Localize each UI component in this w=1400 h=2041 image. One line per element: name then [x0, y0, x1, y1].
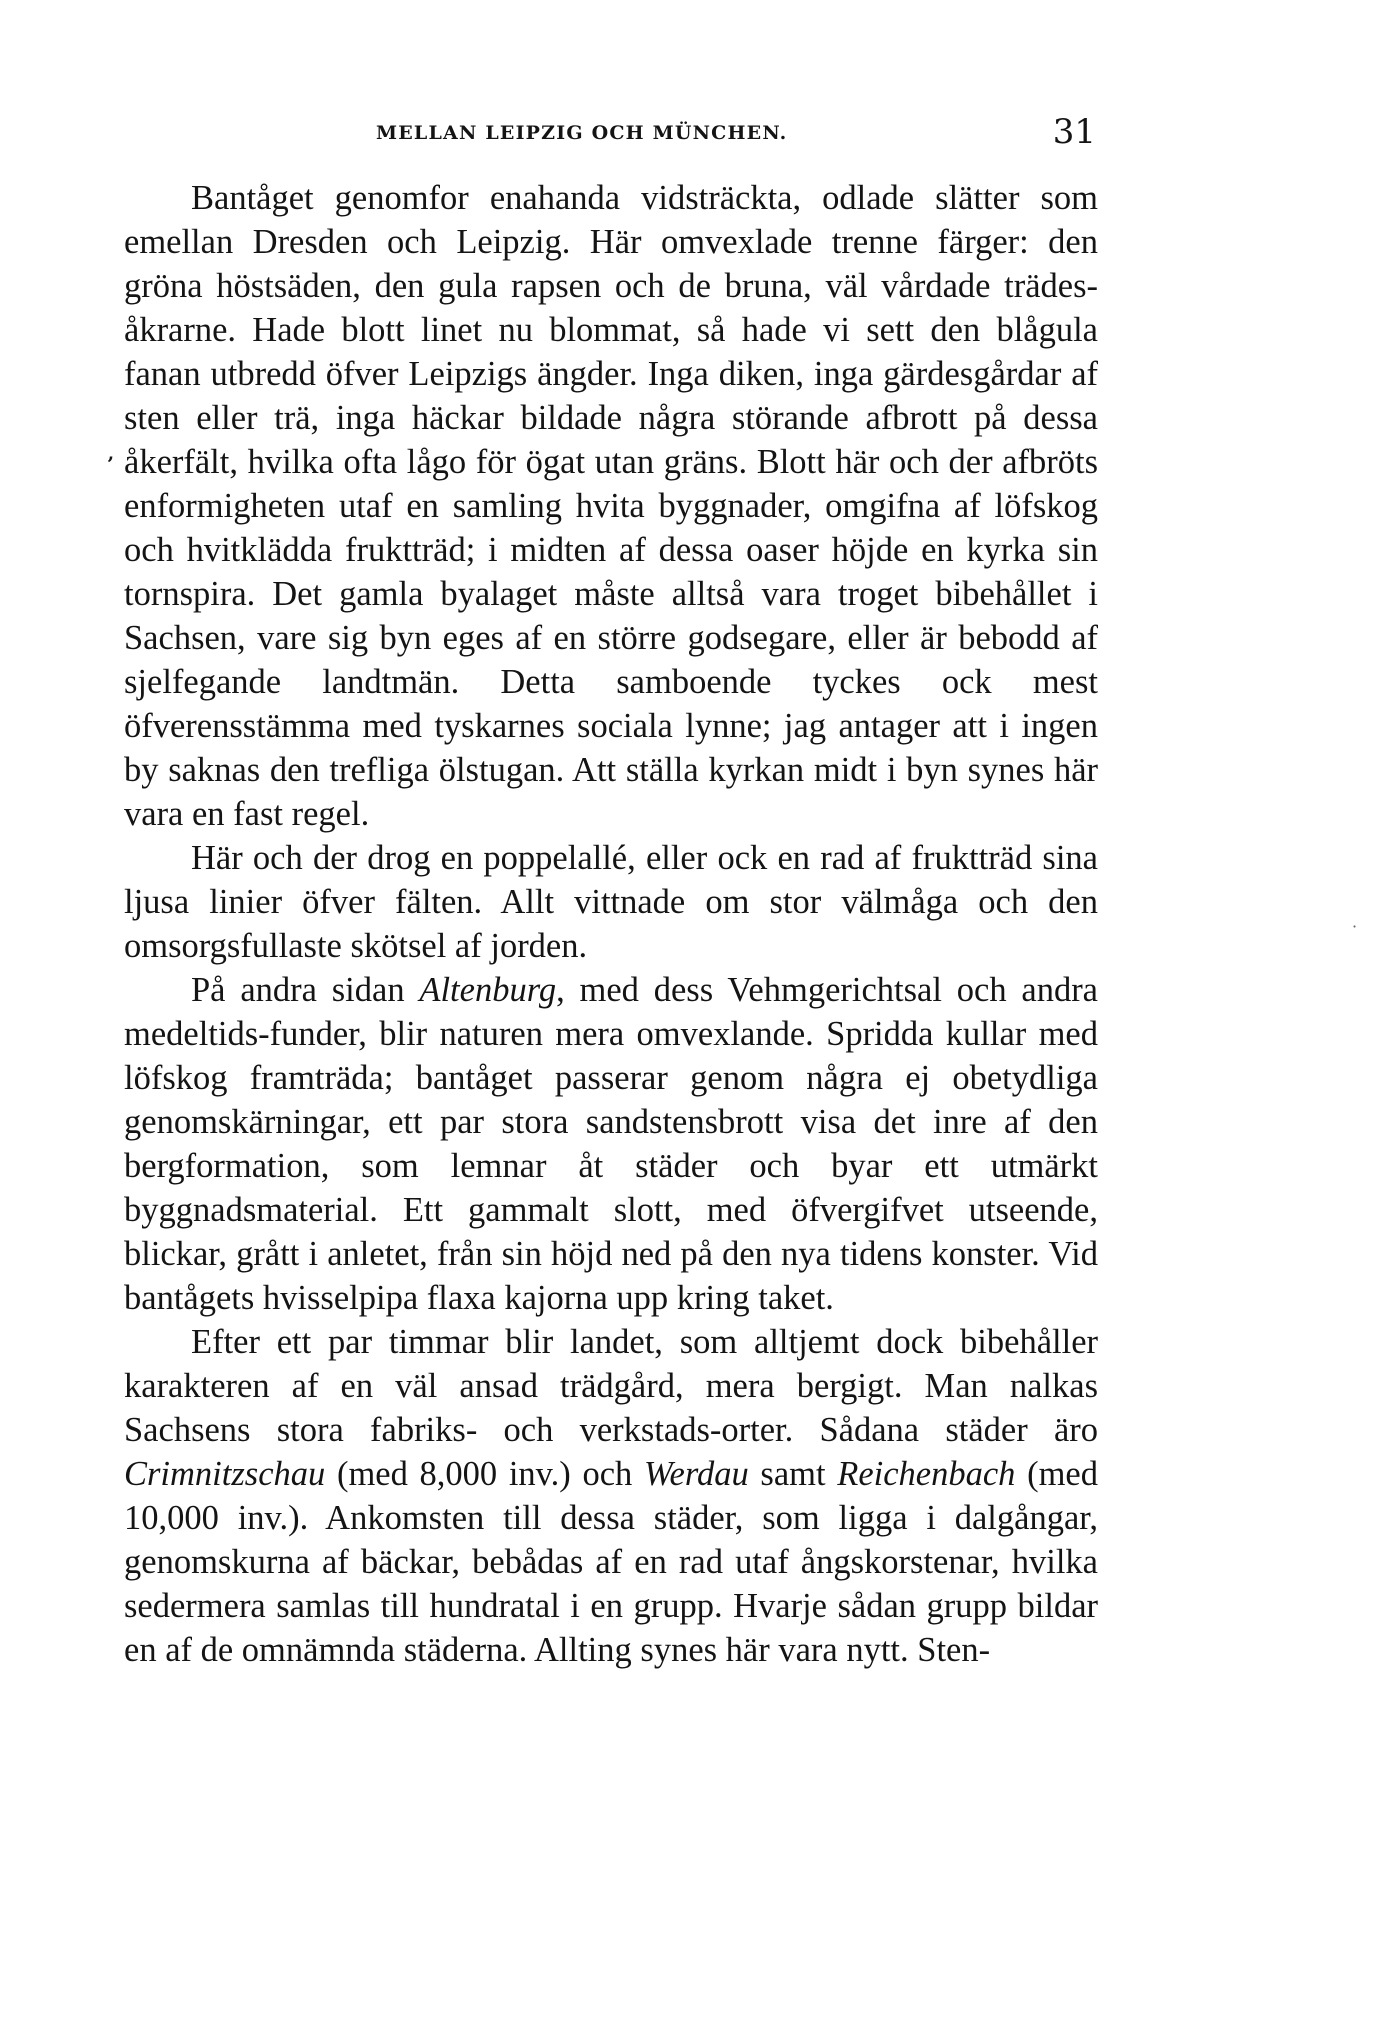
paragraph-2 — [124, 836, 1098, 968]
page-number: 31 — [1052, 112, 1096, 152]
running-head — [126, 112, 1096, 156]
italic-segment: Altenburg — [419, 971, 557, 1009]
paragraph-1 — [124, 176, 1098, 836]
italic-segment: Werdau — [643, 1455, 749, 1493]
text-segment: Efter ett par timmar blir landet, som alltjemt dock bibehåller karakteren af en väl ansad trädgård, mera bergigt. Man nalkas Sachsens stora fabriks- och verkstads-orter. Sådana städer äro — [124, 1323, 1098, 1449]
margin-dot: · — [1352, 917, 1358, 936]
text-segment: Bantåget genomfor enahanda vidsträckta, odlade slätter som emellan Dresden och Leipzig. Här omvexlade trenne färger: den gröna höstsäden, den gula rapsen och de bruna, väl vårdade trädes-åkrarne. Hade blott linet nu blommat, så hade vi sett den blågula fanan utbredd öfver Leipzigs ängder. Inga diken, inga gärdesgårdar af sten eller trä, inga häckar bildade några störande afbrott på dessa åkerfält, hvilka ofta lågo för ögat utan gräns. Blott här och der afbröts enformigheten utaf en samling hvita byggnader, omgifna af löfskog och hvitklädda fruktträd; i midten af dessa oaser höjde en kyrka sin tornspira. Det gamla byalaget måste alltså vara troget bibehållet i Sachsen, vare sig byn eges af en större godsegare, eller är bebodd af sjelfegande landtmän. Detta samboende tyckes ock mest öfverensstämma med tyskarnes sociala lynne; jag antager att i ingen by saknas den trefliga ölstugan. Att ställa kyrkan midt i byn synes här vara en fast regel. — [124, 179, 1098, 833]
italic-segment: Reichenbach — [837, 1455, 1016, 1493]
text-segment: (med 8,000 inv.) och — [325, 1455, 644, 1493]
body-text — [124, 176, 1098, 1672]
paragraph-4 — [124, 1320, 1098, 1672]
running-title: MELLAN LEIPZIG OCH MÜNCHEN. — [376, 122, 788, 144]
text-segment: På andra sidan — [191, 971, 420, 1009]
text-segment: Här och der drog en poppelallé, eller ock en rad af fruktträd sina ljusa linier öfver fälten. Allt vittnade om stor välmåga och den omsorgsfullaste skötsel af jorden. — [124, 839, 1098, 965]
text-segment: samt — [748, 1455, 838, 1493]
text-segment: (med 10,000 inv.). Ankomsten till dessa städer, som ligga i dalgångar, genomskurna af bäckar, bebådas af en rad utaf ångskorstenar, hvilka sedermera samlas till hundratal i en grupp. Hvarje sådan grupp bildar en af de omnämnda städerna. Allting synes här vara nytt. Sten- — [124, 1455, 1098, 1669]
margin-mark: ’ — [107, 452, 114, 476]
italic-segment: Crimnitzschau — [124, 1455, 326, 1493]
paragraph-3 — [124, 968, 1098, 1320]
text-segment: , med dess Vehmgerichtsal och andra medeltids-funder, blir naturen mera omvexlande. Spridda kullar med löfskog framträda; bantåget passerar genom några ej obetydliga genomskärningar, ett par stora sandstensbrott visa det inre af den bergformation, som lemnar åt städer och byar ett utmärkt byggnadsmaterial. Ett gammalt slott, med öfvergifvet utseende, blickar, grått i anletet, från sin höjd ned på den nya tidens konster. Vid bantågets hvisselpipa flaxa kajorna upp kring taket. — [124, 971, 1098, 1317]
